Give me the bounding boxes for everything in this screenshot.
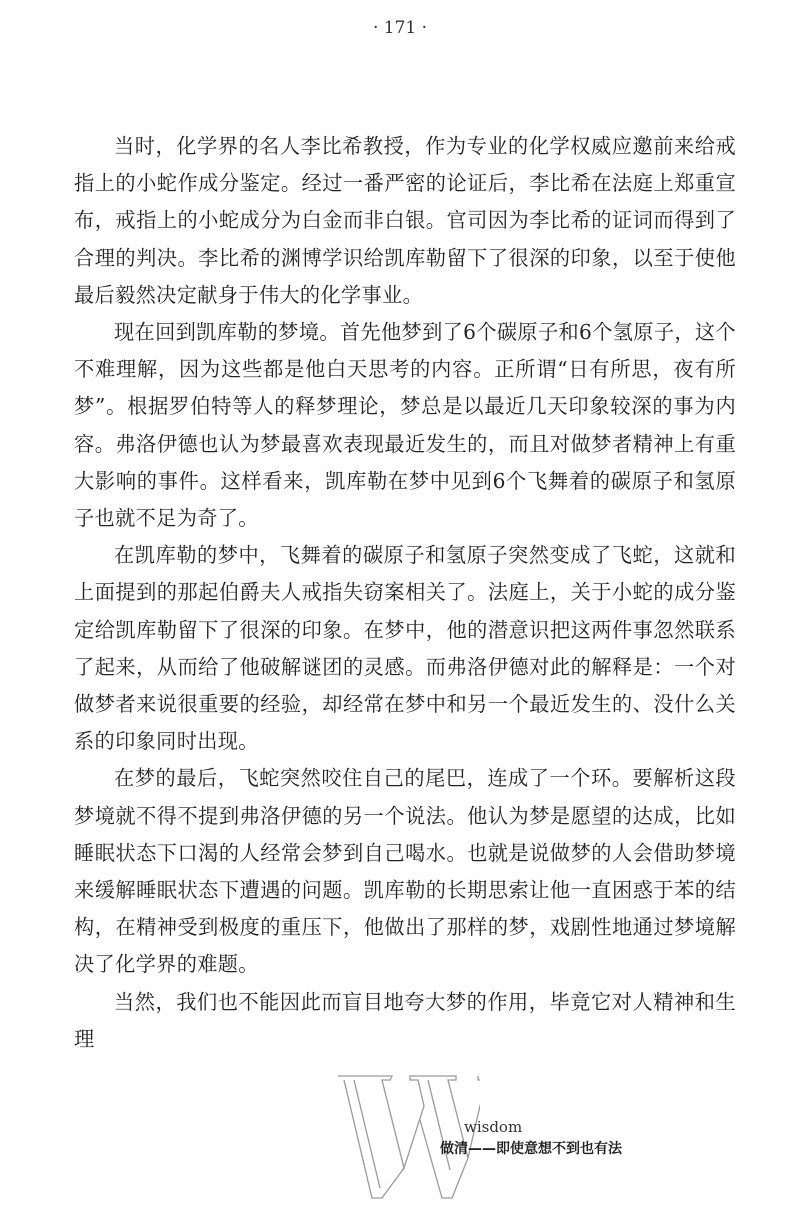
paragraph: 当然，我们也不能因此而盲目地夸大梦的作用，毕竟它对人精神和生理 xyxy=(74,989,736,1051)
footer-logo xyxy=(330,1060,670,1210)
w-logo-icon xyxy=(330,1060,480,1210)
footer-brand: 做清——即使意想不到也有法 xyxy=(440,1141,622,1157)
footer-word: wisdom xyxy=(464,1118,523,1136)
paragraph: 在梦的最后，飞蛇突然咬住自己的尾巴，连成了一个环。要解析这段梦境就不得不提到弗洛伊德的另一个说法。他认为梦是愿望的达成，比如睡眠状态下口渴的人经常会梦到自己喝水。也就是说做梦的人会借助梦境来缓解睡眠状态下遭遇的问题。凯库勒的长期思索让他一直困惑于苯的结构，在精神受到极度的重压下，他做出了那样的梦，戏剧性地通过梦境解决了化学界的难题。 xyxy=(74,766,736,977)
paragraph: 在凯库勒的梦中，飞舞着的碳原子和氢原子突然变成了飞蛇，这就和上面提到的那起伯爵夫人戒指失窃案相关了。法庭上，关于小蛇的成分鉴定给凯库勒留下了很深的印象。在梦中，他的潜意识把这两件事忽然联系了起来，从而给了他破解谜团的灵感。而弗洛伊德对此的解释是：一个对做梦者来说很重要的经验，却经常在梦中和另一个最近发生的、没什么关系的印象同时出现。 xyxy=(74,543,736,754)
page-number: · 171 · xyxy=(372,18,428,38)
paragraph: 当时，化学界的名人李比希教授，作为专业的化学权威应邀前来给戒指上的小蛇作成分鉴定。经过一番严密的论证后，李比希在法庭上郑重宣布，戒指上的小蛇成分为白金而非白银。官司因为李比希的证词而得到了合理的判决。李比希的渊博学识给凯库勒留下了很深的印象，以至于使他最后毅然决定献身于伟大的化学事业。 xyxy=(74,134,736,307)
body-text xyxy=(74,128,736,1058)
paragraph: 现在回到凯库勒的梦境。首先他梦到了6个碳原子和6个氢原子，这个不难理解，因为这些都是他白天思考的内容。正所谓“日有所思，夜有所梦”。根据罗伯特等人的释梦理论，梦总是以最近几天印象较深的事为内容。弗洛伊德也认为梦最喜欢表现最近发生的，而且对做梦者精神上有重大影响的事件。这样看来，凯库勒在梦中见到6个飞舞着的碳原子和氢原子也就不足为奇了。 xyxy=(74,320,736,531)
